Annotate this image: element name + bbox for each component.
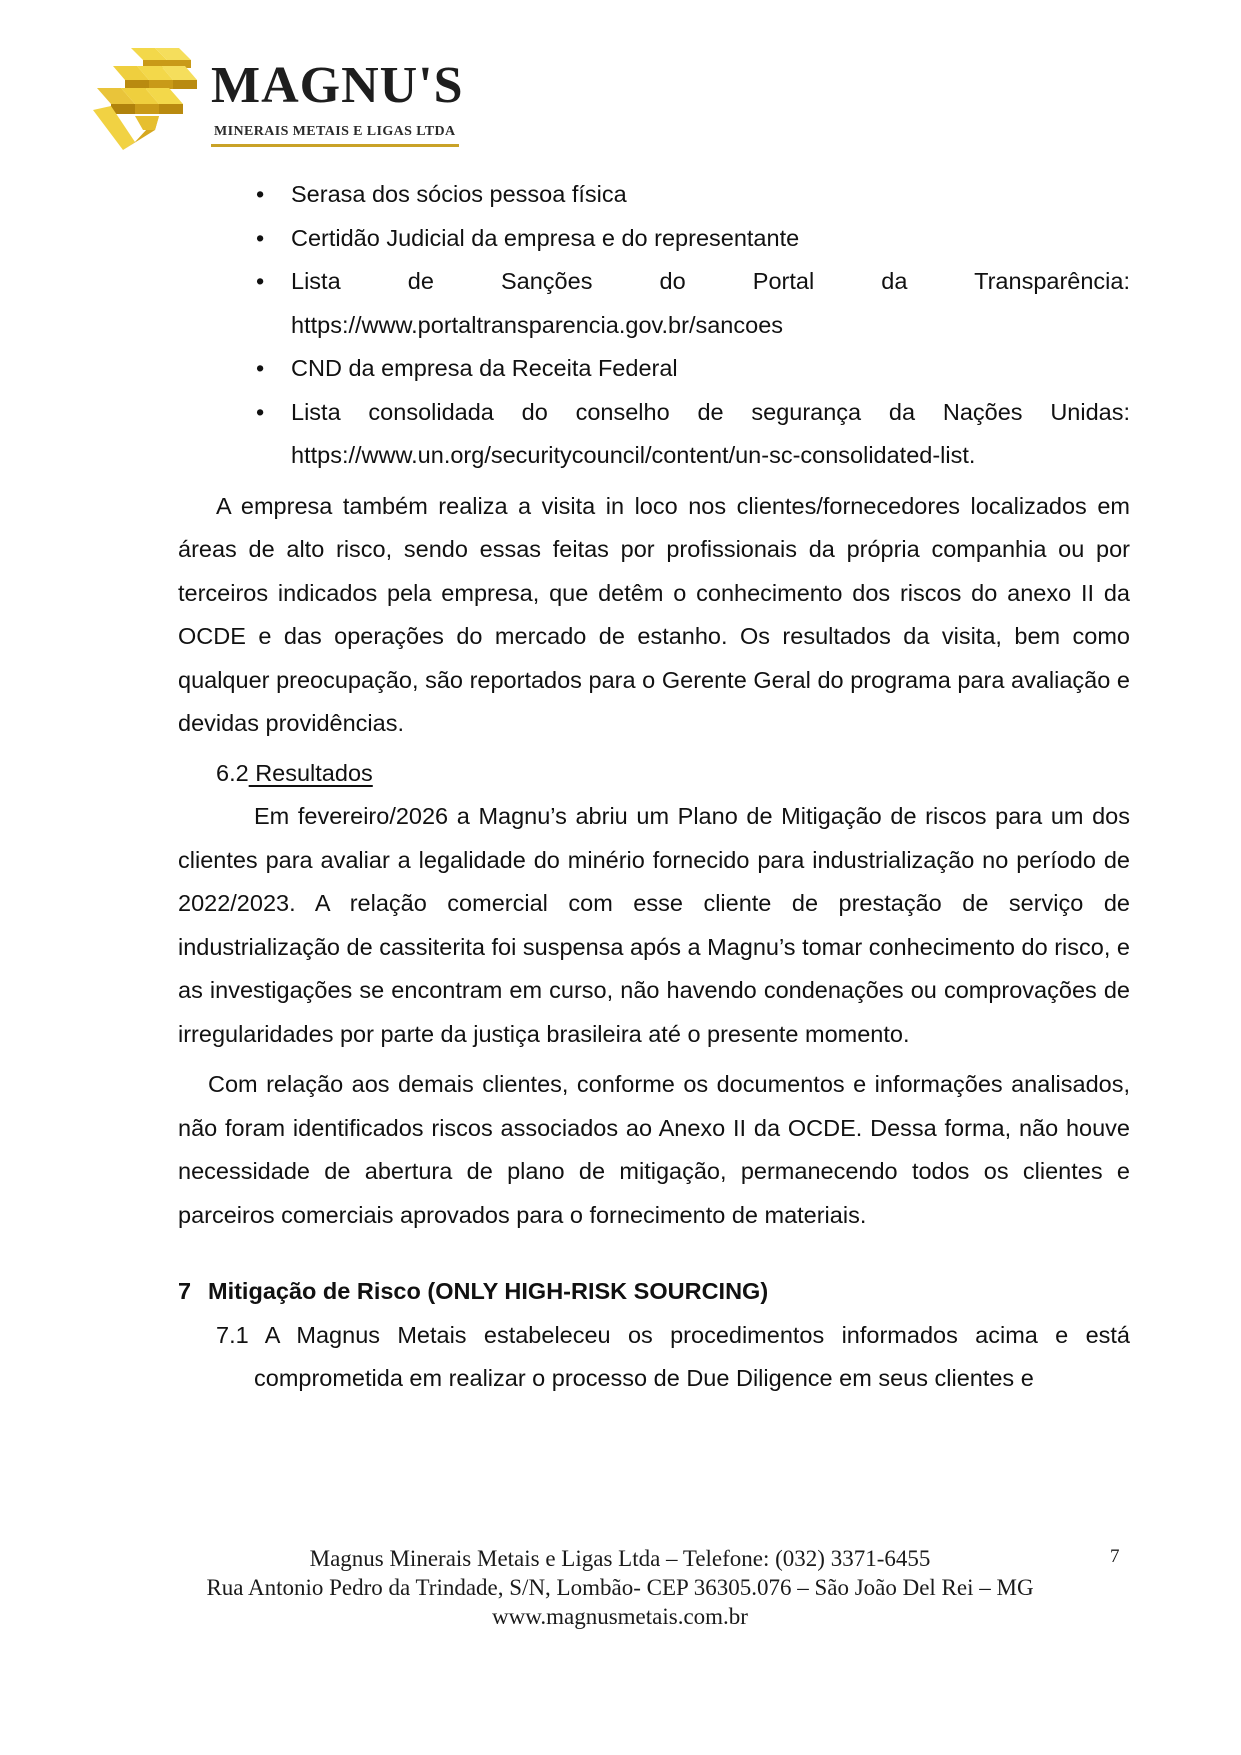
section-number: 6.2 bbox=[216, 759, 249, 786]
footer-address: Rua Antonio Pedro da Trindade, S/N, Lombão- CEP 36305.076 – São João Del Rei – MG bbox=[206, 1575, 1034, 1600]
list-item bbox=[178, 347, 1130, 391]
sanctions-url: https://www.portaltransparencia.gov.br/sancoes bbox=[291, 311, 784, 338]
list-item bbox=[178, 391, 1130, 478]
bullet-icon: • bbox=[256, 355, 265, 381]
company-name: MAGNU'S bbox=[211, 57, 464, 114]
page-number: 7 bbox=[1110, 1546, 1120, 1567]
section-title: Mitigação de Risco (ONLY HIGH-RISK SOURCING) bbox=[208, 1278, 769, 1304]
bullet-icon: • bbox=[256, 181, 265, 207]
company-logo bbox=[93, 46, 473, 166]
footer-website: www.magnusmetais.com.br bbox=[492, 1604, 748, 1629]
results-paragraph: Em fevereiro/2026 a Magnu’s abriu um Plano de Mitigação de riscos para um dos clientes para avaliar a legalidade do minério fornecido para industrialização no período de 2022/2023. A relação comercial com esse cliente de prestação de serviço de industrialização de cassiterita foi suspensa após a Magnu’s tomar conhecimento do risco, e as investigações se encontram em curso, não havendo condenações ou comprovações de irregularidades por parte da justiça brasileira até o presente momento. bbox=[178, 803, 1130, 1047]
un-list-url: https://www.un.org/securitycouncil/content/un-sc-consolidated-list. bbox=[291, 442, 976, 468]
other-clients-paragraph: Com relação aos demais clientes, conforme os documentos e informações analisados, não foram identificados riscos associados ao Anexo II da OCDE. Dessa forma, não houve necessidade de abertura de plano de mitigação, permanecendo todos os clientes e parceiros comerciais aprovados para o fornecimento de materiais. bbox=[178, 1071, 1130, 1228]
list-item-text: Serasa dos sócios pessoa física bbox=[291, 181, 627, 207]
gold-bars-icon bbox=[93, 46, 208, 156]
list-item bbox=[178, 173, 1130, 217]
bullet-icon: • bbox=[256, 268, 265, 294]
company-subtitle: MINERAIS METAIS E LIGAS LTDA bbox=[214, 124, 456, 139]
logo-underline bbox=[211, 144, 459, 147]
section-title: Resultados bbox=[248, 759, 373, 786]
requirements-list bbox=[178, 173, 1130, 478]
section-7-heading bbox=[178, 1270, 1130, 1314]
list-item-text: Certidão Judicial da empresa e do representante bbox=[291, 224, 800, 251]
list-item-text: CND da empresa da Receita Federal bbox=[291, 355, 678, 381]
item-7-1: 7.1 A Magnus Metais estabeleceu os procedimentos informados acima e está comprometida em realizar o processo de Due Diligence em seus clientes e bbox=[216, 1321, 1130, 1391]
visits-paragraph: A empresa também realiza a visita in loco nos clientes/fornecedores localizados em áreas de alto risco, sendo essas feitas por profissionais da própria companhia ou por terceiros indicados pela empresa, que detêm o conhecimento dos riscos do anexo II da OCDE e das operações do mercado de estanho. Os resultados da visita, bem como qualquer preocupação, são reportados para o Gerente Geral do programa para avaliação e devidas providências. bbox=[178, 492, 1130, 736]
footer-company-phone: Magnus Minerais Metais e Ligas Ltda – Telefone: (032) 3371-6455 bbox=[309, 1546, 931, 1571]
page-footer bbox=[120, 1544, 1120, 1631]
list-item-text: Lista de Sanções do Portal da Transparência: bbox=[291, 268, 1130, 294]
list-item bbox=[178, 260, 1130, 347]
list-item-text: Lista consolidada do conselho de segurança da Nações Unidas: bbox=[291, 398, 1130, 425]
section-6-2-heading bbox=[178, 752, 1130, 796]
list-item bbox=[178, 217, 1130, 261]
bullet-icon: • bbox=[256, 224, 265, 251]
bullet-icon: • bbox=[256, 398, 265, 425]
section-number: 7 bbox=[178, 1278, 192, 1304]
document-body bbox=[178, 173, 1130, 1401]
